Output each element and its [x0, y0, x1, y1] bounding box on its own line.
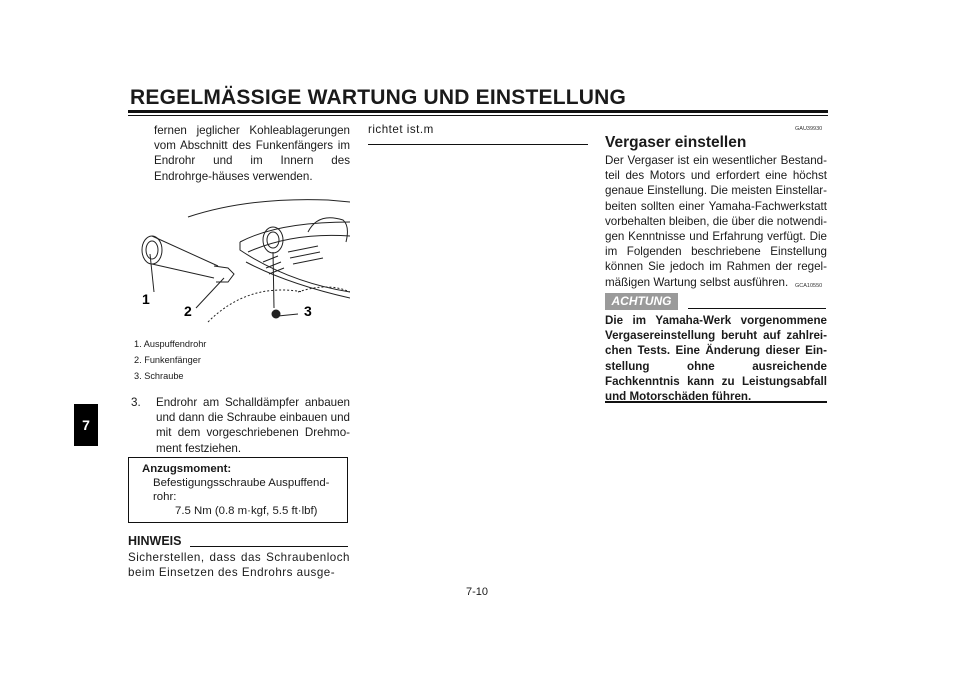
intro-paragraph: fernen jeglicher Kohleablagerungen vom Abschnitt des Funkenfängers im Endrohr und im Innern des Endrohrge-häuses verwenden.: [154, 124, 350, 183]
step-text: Endrohr am Schalldämpfer anbauen und dann die Schraube einbauen und mit dem vorgeschriebenen Drehmo-ment festziehen.: [156, 396, 350, 455]
torque-value: 7.5 Nm (0.8 m·kgf, 5.5 ft·lbf): [175, 505, 318, 517]
torque-heading: Anzugsmoment:: [142, 463, 232, 475]
torque-box: [128, 457, 348, 523]
caption-1: 1. Auspuffendrohr: [134, 339, 207, 349]
hinweis-end-rule: [368, 144, 588, 145]
page-number: 7-10: [466, 586, 489, 598]
hinweis-text: Sicherstellen, dass das Schraubenloch beim Einsetzen des Endrohrs ausge-: [128, 551, 350, 580]
header-rule-thin: [128, 115, 828, 116]
exhaust-illustration: [128, 192, 350, 328]
callout-1: 1: [142, 291, 150, 307]
caution-code: GCA10550: [795, 283, 823, 289]
reference-code: GAU39930: [795, 126, 823, 132]
chapter-tab: 7: [74, 404, 98, 446]
hinweis-heading: HINWEIS: [128, 534, 182, 548]
hinweis-continuation: richtet ist.m: [368, 123, 434, 136]
caution-end-rule: [605, 401, 827, 403]
callout-3: 3: [304, 303, 312, 319]
header-rule: [128, 110, 828, 113]
step-3: [131, 395, 350, 456]
callout-2: 2: [184, 303, 192, 319]
achtung-badge: ACHTUNG: [605, 293, 678, 310]
achtung-rule: [688, 308, 826, 309]
step-number: 3.: [131, 396, 141, 409]
torque-item: Befestigungsschraube Auspuffend-rohr:: [153, 477, 330, 503]
page-title: REGELMÄSSIGE WARTUNG UND EINSTELLUNG: [130, 86, 627, 109]
section-body: Der Vergaser ist ein wesentlicher Bestand-teil des Motors und erfordert eine höchst genaue Einstellung. Die meisten Einstellar-beiten sollten einer Yamaha-Fachwerkstatt vorbehalten bleiben, die über die notwendi-gen Kenntnisse und Erfahrung verfügt. Die im Folgenden beschriebene Einstellung können Sie jedoch im Rahmen der regel-mäßigen Wartung selbst ausführen.: [605, 154, 827, 289]
caution-text: Die im Yamaha-Werk vorgenommene Vergasereinstellung beruht auf zahlrei-chen Tests. Eine Änderung dieser Ein-stellung ohne ausreichende Fachkenntnis kann zu Leistungsabfall und Motorschäden führen.: [605, 314, 827, 404]
hinweis-rule: [190, 546, 348, 547]
caption-3: 3. Schraube: [134, 371, 184, 381]
section-heading: Vergaser einstellen: [605, 134, 747, 151]
caption-2: 2. Funkenfänger: [134, 355, 201, 365]
